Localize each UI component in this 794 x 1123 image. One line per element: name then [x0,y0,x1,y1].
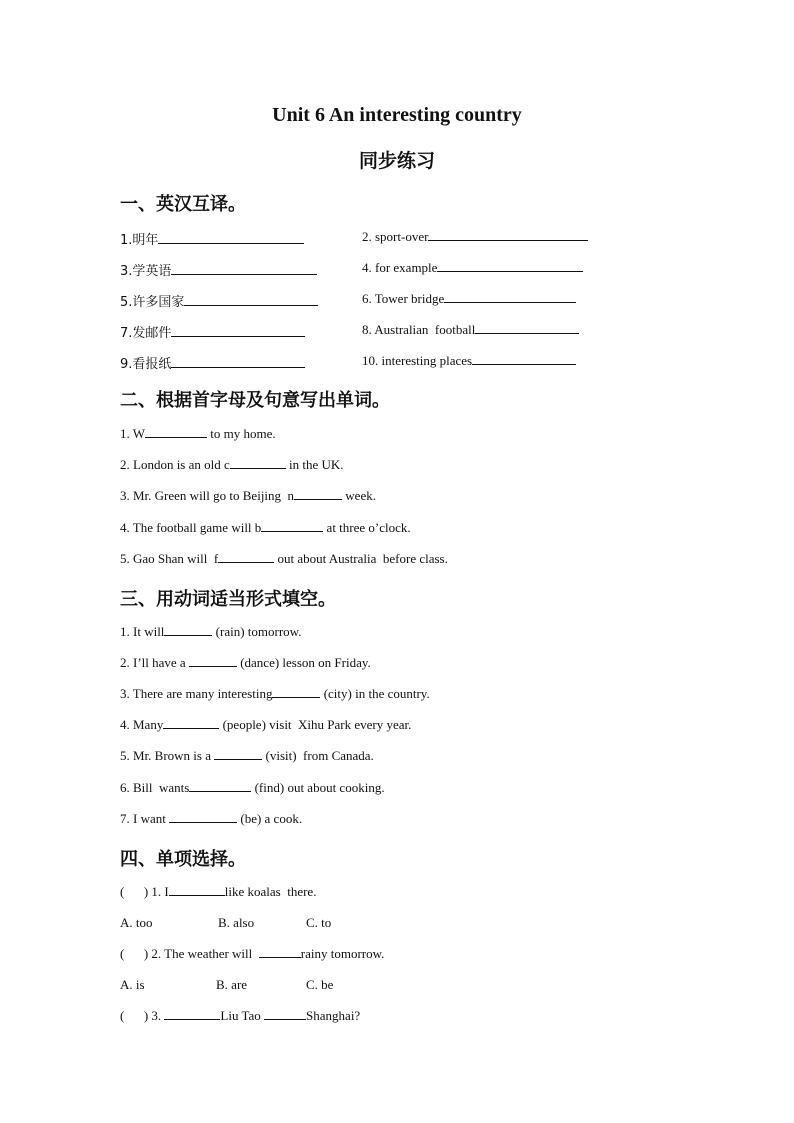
answer-blank[interactable] [437,260,583,272]
option-b[interactable]: B. also [218,915,255,930]
answer-blank[interactable] [230,457,286,469]
section-4-heading: 四、单项选择。 [120,849,246,870]
answer-blank[interactable] [214,748,262,760]
option-a[interactable]: A. too [120,915,153,930]
answer-blank[interactable] [259,946,301,958]
translate-item-10: 10. interesting places [362,353,576,369]
verb-form-item-2: 2. I’ll have a (dance) lesson on Friday. [120,655,371,670]
answer-blank[interactable] [184,294,318,306]
option-c[interactable]: C. be [306,977,334,992]
fill-word-item-1: 1. W to my home. [120,426,276,441]
answer-blank[interactable] [171,356,305,368]
answer-blank[interactable] [158,232,304,244]
fill-word-item-4: 4. The football game will b at three o’clock. [120,520,411,535]
section-2-heading: 二、根据首字母及句意写出单词。 [120,390,390,411]
answer-blank[interactable] [169,884,225,896]
translate-item-4: 4. for example [362,260,583,276]
answer-blank[interactable] [189,655,237,667]
answer-blank[interactable] [189,780,251,792]
answer-blank[interactable] [472,353,576,365]
verb-form-item-7: 7. I want (be) a cook. [120,811,303,826]
verb-form-item-5: 5. Mr. Brown is a (visit) from Canada. [120,748,374,763]
translate-item-6: 6. Tower bridge [362,291,576,307]
answer-blank[interactable] [264,1008,306,1020]
page-title: Unit 6 An interesting country [272,104,522,126]
option-c[interactable]: C. to [306,915,332,930]
answer-blank[interactable] [164,1008,220,1020]
answer-blank[interactable] [428,229,588,241]
answer-blank[interactable] [444,291,576,303]
verb-form-item-1: 1. It will (rain) tomorrow. [120,624,302,639]
page-subtitle: 同步练习 [358,150,435,172]
choice-question-3: ( ) 3. Liu Tao Shanghai? [120,1008,361,1023]
choice-question-1: ( ) 1. I like koalas there. [120,884,317,899]
verb-form-item-6: 6. Bill wants (find) out about cooking. [120,780,385,795]
translate-item-8: 8. Australian football [362,322,579,338]
answer-blank[interactable] [261,520,323,532]
option-a[interactable]: A. is [120,977,145,992]
fill-word-item-5: 5. Gao Shan will f out about Australia before class. [120,551,448,566]
translate-item-5: 5.许多国家 [120,291,318,310]
option-b[interactable]: B. are [216,977,248,992]
answer-blank[interactable] [294,488,342,500]
answer-blank[interactable] [272,686,320,698]
translate-item-3: 3.学英语 [120,260,317,279]
translate-item-1: 1.明年 [120,229,304,248]
translate-item-2: 2. sport-over [362,229,588,245]
answer-blank[interactable] [169,811,237,823]
section-1-heading: 一、英汉互译。 [120,194,246,215]
answer-blank[interactable] [171,325,305,337]
answer-blank[interactable] [164,624,212,636]
fill-word-item-2: 2. London is an old c in the UK. [120,457,344,472]
answer-blank[interactable] [145,426,207,438]
answer-blank[interactable] [475,322,579,334]
answer-blank[interactable] [218,551,274,563]
translate-item-9: 9.看报纸 [120,353,305,372]
answer-blank[interactable] [163,717,219,729]
choice-question-2: ( ) 2. The weather will rainy tomorrow. [120,946,385,961]
verb-form-item-4: 4. Many (people) visit Xihu Park every year. [120,717,412,732]
verb-form-item-3: 3. There are many interesting (city) in the country. [120,686,430,701]
answer-blank[interactable] [171,263,317,275]
section-3-heading: 三、用动词适当形式填空。 [120,589,336,610]
translate-item-7: 7.发邮件 [120,322,305,341]
fill-word-item-3: 3. Mr. Green will go to Beijing n week. [120,488,376,503]
